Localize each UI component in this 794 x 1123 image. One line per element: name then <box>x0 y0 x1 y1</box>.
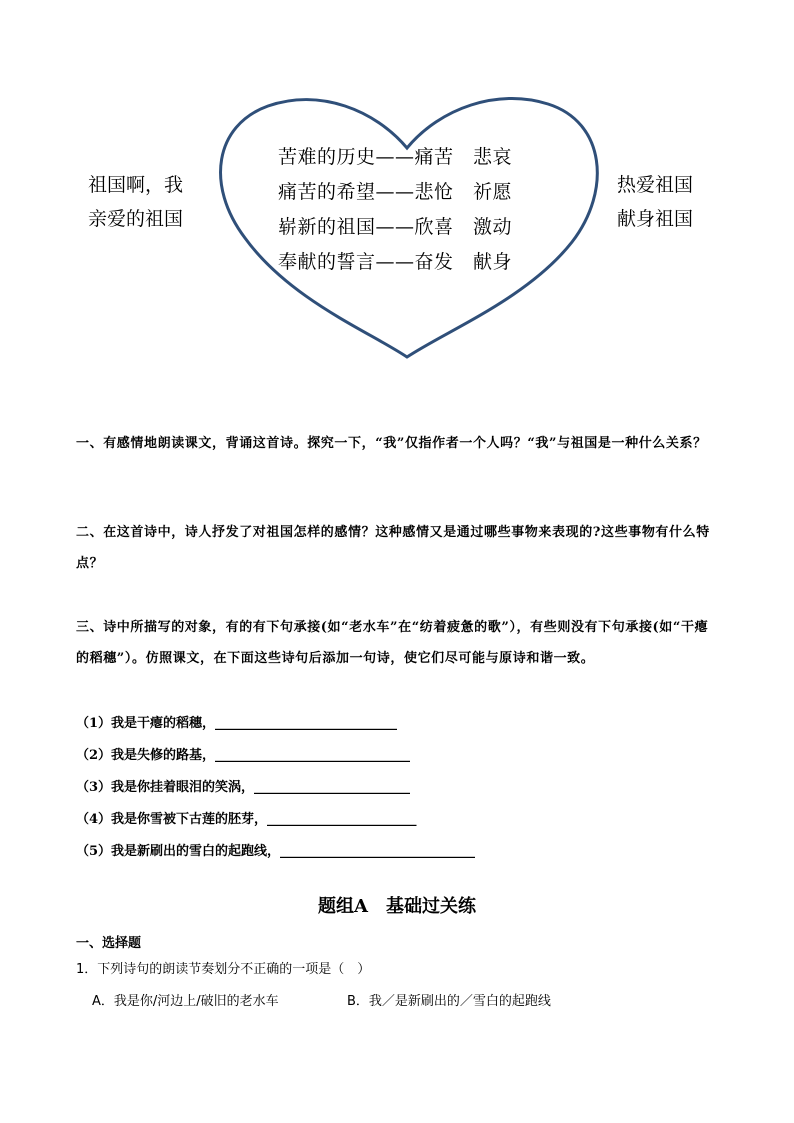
option-b: B．我／是新刷出的／雪白的起跑线 <box>347 994 551 1009</box>
question-1: 一、有感情地朗读课文，背诵这首诗。探究一下，“我”仅指作者一个人吗？“我”与祖国是一种什么关系？ <box>76 436 707 451</box>
fill-item-3: （3）我是你挂着眼泪的笑涡，________________________ <box>76 780 411 795</box>
section-subtitle: 一、选择题 <box>76 936 142 951</box>
fill-item-4: （4）我是你雪被下古莲的胚芽，_______________________ <box>76 812 417 827</box>
heart-line-2: 痛苦的希望——悲怆 祈愿 <box>278 181 513 203</box>
right-line-1: 热爱祖国 <box>617 174 694 196</box>
heart-left-text <box>88 168 183 236</box>
question-3: 三、诗中所描写的对象，有的有下句承接(如“老水车”在“纺着疲惫的歌”），有些则没有下句承接(如“干瘪的稻穗”）。仿照课文，在下面这些诗句后添加一句诗，使它们尽可能与原诗和谐一致。 <box>76 620 709 666</box>
heart-right-text <box>617 168 693 236</box>
section-title: 题组A 基础过关练 <box>318 896 476 917</box>
fill-item-5: （5）我是新刷出的雪白的起跑线，______________________________ <box>76 844 476 859</box>
right-line-2: 献身祖国 <box>617 208 694 230</box>
left-line-2: 亲爱的祖国 <box>88 208 184 230</box>
question-2: 二、在这首诗中，诗人抒发了对祖国怎样的感情？这种感情又是通过哪些事物来表现的?这些事物有什么特点？ <box>76 525 710 571</box>
heart-line-1: 苦难的历史——痛苦 悲哀 <box>278 146 513 168</box>
heart-line-3: 崭新的祖国——欣喜 激动 <box>278 216 513 238</box>
left-line-1: 祖国啊，我 <box>88 174 184 196</box>
choice-question-1: 1．下列诗句的朗读节奏划分不正确的一项是（ ） <box>76 962 371 977</box>
heart-line-4: 奉献的誓言——奋发 献身 <box>278 251 513 273</box>
option-a: A．我是你/河边上/破旧的老水车 <box>92 994 279 1009</box>
fill-item-1: （1）我是干瘪的稻穗，____________________________ <box>76 716 398 731</box>
fill-item-2: （2）我是失修的路基，______________________________ <box>76 748 411 763</box>
